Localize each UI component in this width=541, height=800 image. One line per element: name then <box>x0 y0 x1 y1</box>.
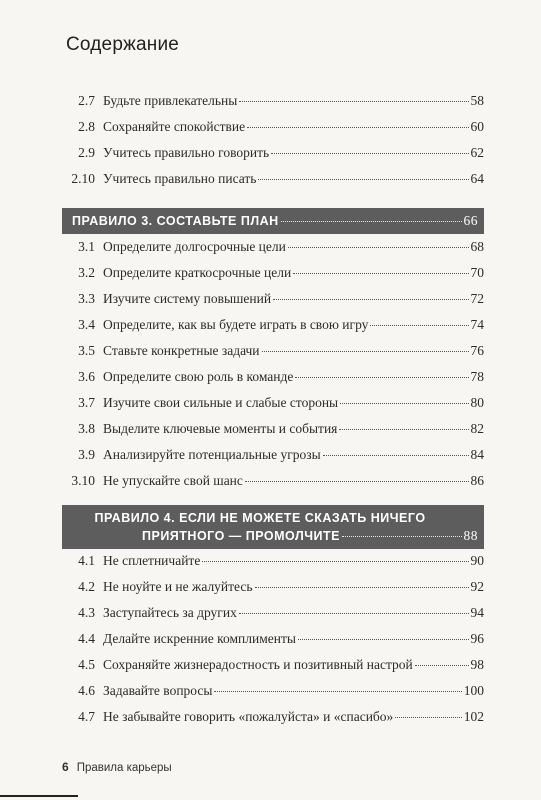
toc-entry-3-4[interactable] <box>62 316 484 334</box>
entry-title: Сохраняйте спокойствие <box>103 119 246 134</box>
entry-number: 4.2 <box>78 579 95 594</box>
dot-leader <box>295 377 468 378</box>
toc-entry-3-2[interactable] <box>62 264 484 282</box>
entry-page: 84 <box>470 447 484 462</box>
dot-leader <box>293 273 468 274</box>
dot-leader <box>281 221 462 222</box>
rule-4-heading[interactable] <box>62 505 484 549</box>
entry-title: Определите краткосрочные цели <box>103 265 292 280</box>
toc-entry-2-9[interactable] <box>62 144 484 162</box>
entry-page: 70 <box>470 265 484 280</box>
entry-number: 3.9 <box>78 447 95 462</box>
toc-entry-3-1[interactable] <box>62 238 484 256</box>
dot-leader <box>323 455 469 456</box>
entry-title: Определите долгосрочные цели <box>103 239 286 254</box>
dot-leader <box>415 665 469 666</box>
rule-page: 66 <box>463 213 478 228</box>
toc-entry-4-4[interactable] <box>62 630 484 648</box>
toc-entry-2-7[interactable] <box>62 92 484 110</box>
dot-leader <box>342 536 462 537</box>
dot-leader <box>258 179 468 180</box>
toc-entry-4-1[interactable] <box>62 552 484 570</box>
entry-title: Задавайте вопросы <box>103 683 213 698</box>
dot-leader <box>298 639 469 640</box>
entry-title: Учитесь правильно говорить <box>103 145 270 160</box>
entry-page: 74 <box>470 317 484 332</box>
entry-number: 3.10 <box>71 473 95 488</box>
entry-title: Изучите свои сильные и слабые стороны <box>103 395 339 410</box>
entry-page: 100 <box>463 683 484 698</box>
entry-page: 64 <box>470 171 484 186</box>
toc-entry-4-7[interactable] <box>62 708 484 726</box>
rule-title-line1: ПРАВИЛО 4. ЕСЛИ НЕ МОЖЕТЕ СКАЗАТЬ НИЧЕГО <box>94 511 426 525</box>
toc-entry-2-8[interactable] <box>62 118 484 136</box>
dot-leader <box>288 247 469 248</box>
entry-title: Изучите систему повышений <box>103 291 272 306</box>
dot-leader <box>239 613 469 614</box>
entry-page: 58 <box>470 93 484 108</box>
entry-number: 4.6 <box>78 683 95 698</box>
entry-title: Учитесь правильно писать <box>103 171 257 186</box>
toc-entry-3-3[interactable] <box>62 290 484 308</box>
toc-entry-4-2[interactable] <box>62 578 484 596</box>
entry-number: 3.8 <box>78 421 95 436</box>
entry-page: 86 <box>470 473 484 488</box>
entry-number: 4.4 <box>78 631 95 646</box>
entry-title: Ставьте конкретные задачи <box>103 343 260 358</box>
entry-number: 3.7 <box>78 395 95 410</box>
entry-number: 2.9 <box>78 145 95 160</box>
dot-leader <box>245 481 469 482</box>
toc-entry-4-3[interactable] <box>62 604 484 622</box>
entry-number: 3.5 <box>78 343 95 358</box>
entry-page: 76 <box>470 343 484 358</box>
entry-number: 4.1 <box>78 553 95 568</box>
entry-title: Заступайтесь за других <box>103 605 237 620</box>
entry-number: 4.3 <box>78 605 95 620</box>
toc-entry-4-5[interactable] <box>62 656 484 674</box>
dot-leader <box>271 153 468 154</box>
dot-leader <box>395 717 461 718</box>
rule-title: ПРАВИЛО 3. СОСТАВЬТЕ ПЛАН <box>72 214 279 228</box>
dot-leader <box>239 101 468 102</box>
entry-number: 3.3 <box>78 291 95 306</box>
entry-page: 102 <box>463 709 484 724</box>
entry-page: 60 <box>470 119 484 134</box>
entry-title: Сохраняйте жизнерадостность и позитивный настрой <box>103 657 413 672</box>
toc-entry-3-8[interactable] <box>62 420 484 438</box>
entry-page: 94 <box>470 605 484 620</box>
entry-page: 96 <box>470 631 484 646</box>
dot-leader <box>255 587 469 588</box>
entry-title: Не сплетничайте <box>103 553 201 568</box>
page-title: Содержание <box>66 34 180 55</box>
entry-number: 3.6 <box>78 369 95 384</box>
footer-page-number: 6 <box>62 760 69 774</box>
dot-leader <box>339 429 468 430</box>
entry-title: Определите, как вы будете играть в свою игру <box>103 317 369 332</box>
dot-leader <box>247 127 468 128</box>
entry-page: 80 <box>470 395 484 410</box>
entry-title: Не забывайте говорить «пожалуйста» и «спасибо» <box>103 709 394 724</box>
entry-number: 2.10 <box>71 171 95 186</box>
entry-number: 3.1 <box>78 239 95 254</box>
entry-number: 4.7 <box>78 709 95 724</box>
entry-title: Будьте привлекательны <box>103 93 238 108</box>
rule-page: 88 <box>463 528 478 543</box>
entry-page: 92 <box>470 579 484 594</box>
footer-book-title: Правила карьеры <box>76 762 172 774</box>
dot-leader <box>370 325 468 326</box>
dot-leader <box>202 561 468 562</box>
entry-page: 98 <box>470 657 484 672</box>
toc-entry-3-9[interactable] <box>62 446 484 464</box>
entry-title: Не ноуйте и не жалуйтесь <box>103 579 253 594</box>
entry-page: 78 <box>470 369 484 384</box>
dot-leader <box>340 403 468 404</box>
entry-page: 62 <box>470 145 484 160</box>
entry-number: 3.4 <box>78 317 95 332</box>
toc-entry-3-10[interactable] <box>62 472 484 490</box>
toc-entry-3-5[interactable] <box>62 342 484 360</box>
rule-title-line2: ПРИЯТНОГО — ПРОМОЛЧИТЕ <box>142 529 340 543</box>
dot-leader <box>214 691 461 692</box>
toc-entry-4-6[interactable] <box>62 682 484 700</box>
entry-title: Выделите ключевые моменты и события <box>103 421 338 436</box>
entry-number: 4.5 <box>78 657 95 672</box>
toc-entry-3-7[interactable] <box>62 394 484 412</box>
entry-page: 72 <box>470 291 484 306</box>
entry-number: 2.8 <box>78 119 95 134</box>
entry-number: 2.7 <box>78 93 95 108</box>
entry-title: Определите свою роль в команде <box>103 369 294 384</box>
entry-page: 68 <box>470 239 484 254</box>
toc-entry-3-6[interactable] <box>62 368 484 386</box>
entry-number: 3.2 <box>78 265 95 280</box>
page-footer <box>62 760 172 774</box>
entry-page: 82 <box>470 421 484 436</box>
entry-title: Анализируйте потенциальные угрозы <box>103 447 321 462</box>
dot-leader <box>262 351 469 352</box>
rule-3-heading[interactable] <box>62 208 484 234</box>
toc-entry-2-10[interactable] <box>62 170 484 188</box>
footer-rule <box>0 795 78 797</box>
entry-page: 90 <box>470 553 484 568</box>
dot-leader <box>273 299 468 300</box>
entry-title: Не упускайте свой шанс <box>103 473 243 488</box>
entry-title: Делайте искренние комплименты <box>103 631 296 646</box>
